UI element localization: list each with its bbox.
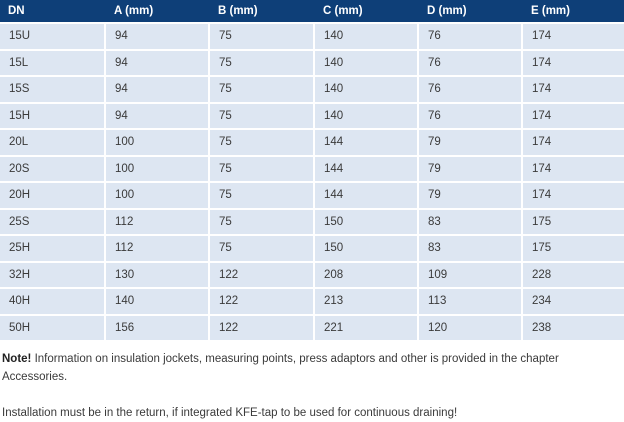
table-cell: 76 (419, 104, 521, 129)
table-cell: 144 (315, 130, 417, 155)
table-cell: 174 (523, 104, 624, 129)
table-cell: 144 (315, 157, 417, 182)
table-body (0, 24, 624, 340)
table-cell: 122 (210, 263, 313, 288)
table-row (0, 51, 624, 76)
table-cell: 15H (0, 104, 104, 129)
table-cell: 79 (419, 157, 521, 182)
installation-note: Installation must be in the return, if integrated KFE-tap to be used for continuous draining! (2, 407, 458, 419)
table-cell: 120 (419, 316, 521, 341)
table-cell: 140 (315, 77, 417, 102)
table-cell: 100 (106, 157, 208, 182)
table-cell: 122 (210, 289, 313, 314)
table-cell: 156 (106, 316, 208, 341)
table-cell: 140 (106, 289, 208, 314)
table-cell: 113 (419, 289, 521, 314)
table-cell: 213 (315, 289, 417, 314)
table-cell: 79 (419, 183, 521, 208)
table-cell: 75 (210, 157, 313, 182)
table-cell: 208 (315, 263, 417, 288)
table-cell: 174 (523, 130, 624, 155)
note-label: Note! (2, 353, 32, 365)
table-row (0, 289, 624, 314)
table-cell: 94 (106, 77, 208, 102)
table-cell: 40H (0, 289, 104, 314)
table-cell: 109 (419, 263, 521, 288)
table-cell: 174 (523, 77, 624, 102)
table-cell: 75 (210, 210, 313, 235)
table-cell: 79 (419, 130, 521, 155)
note-paragraph (2, 350, 622, 386)
table-row (0, 183, 624, 208)
table-row (0, 24, 624, 49)
table-cell: 25S (0, 210, 104, 235)
table-cell: 75 (210, 236, 313, 261)
table-row (0, 236, 624, 261)
note-text: Information on insulation jockets, measuring points, press adaptors and other is provided in the chapter Accessories. (2, 353, 559, 383)
table-cell: 140 (315, 104, 417, 129)
table-cell: 75 (210, 130, 313, 155)
table-cell: 112 (106, 236, 208, 261)
table-cell: 94 (106, 24, 208, 49)
table-cell: 150 (315, 236, 417, 261)
table-cell: 20L (0, 130, 104, 155)
table-cell: 15L (0, 51, 104, 76)
table-cell: 75 (210, 77, 313, 102)
notes-section (2, 350, 622, 422)
table-cell: 32H (0, 263, 104, 288)
table-cell: 122 (210, 316, 313, 341)
column-header: A (mm) (106, 0, 208, 22)
table-header (0, 0, 624, 22)
table-cell: 15S (0, 77, 104, 102)
table-cell: 175 (523, 210, 624, 235)
table-cell: 112 (106, 210, 208, 235)
table-cell: 175 (523, 236, 624, 261)
table-row (0, 130, 624, 155)
table-cell: 238 (523, 316, 624, 341)
table-row (0, 157, 624, 182)
table-cell: 94 (106, 104, 208, 129)
table-row (0, 263, 624, 288)
table-cell: 83 (419, 210, 521, 235)
table-cell: 150 (315, 210, 417, 235)
table-cell: 20H (0, 183, 104, 208)
table-cell: 140 (315, 51, 417, 76)
column-header: B (mm) (210, 0, 313, 22)
table-cell: 20S (0, 157, 104, 182)
table-row (0, 316, 624, 341)
table-cell: 174 (523, 157, 624, 182)
table-cell: 100 (106, 130, 208, 155)
table-cell: 83 (419, 236, 521, 261)
table-row (0, 77, 624, 102)
column-header: C (mm) (315, 0, 417, 22)
table-cell: 228 (523, 263, 624, 288)
table-cell: 75 (210, 24, 313, 49)
table-cell: 174 (523, 183, 624, 208)
table-cell: 174 (523, 24, 624, 49)
table-cell: 94 (106, 51, 208, 76)
table-cell: 25H (0, 236, 104, 261)
table-cell: 15U (0, 24, 104, 49)
table-cell: 100 (106, 183, 208, 208)
table-row (0, 104, 624, 129)
table-cell: 130 (106, 263, 208, 288)
table-cell: 50H (0, 316, 104, 341)
table-cell: 76 (419, 51, 521, 76)
table-cell: 140 (315, 24, 417, 49)
column-header: DN (0, 0, 104, 22)
table-cell: 76 (419, 24, 521, 49)
table-cell: 75 (210, 51, 313, 76)
table-cell: 76 (419, 77, 521, 102)
table-cell: 234 (523, 289, 624, 314)
column-header: E (mm) (523, 0, 624, 22)
table-row (0, 210, 624, 235)
table-cell: 174 (523, 51, 624, 76)
table-cell: 75 (210, 183, 313, 208)
table-cell: 75 (210, 104, 313, 129)
table-cell: 221 (315, 316, 417, 341)
column-header: D (mm) (419, 0, 521, 22)
table-cell: 144 (315, 183, 417, 208)
